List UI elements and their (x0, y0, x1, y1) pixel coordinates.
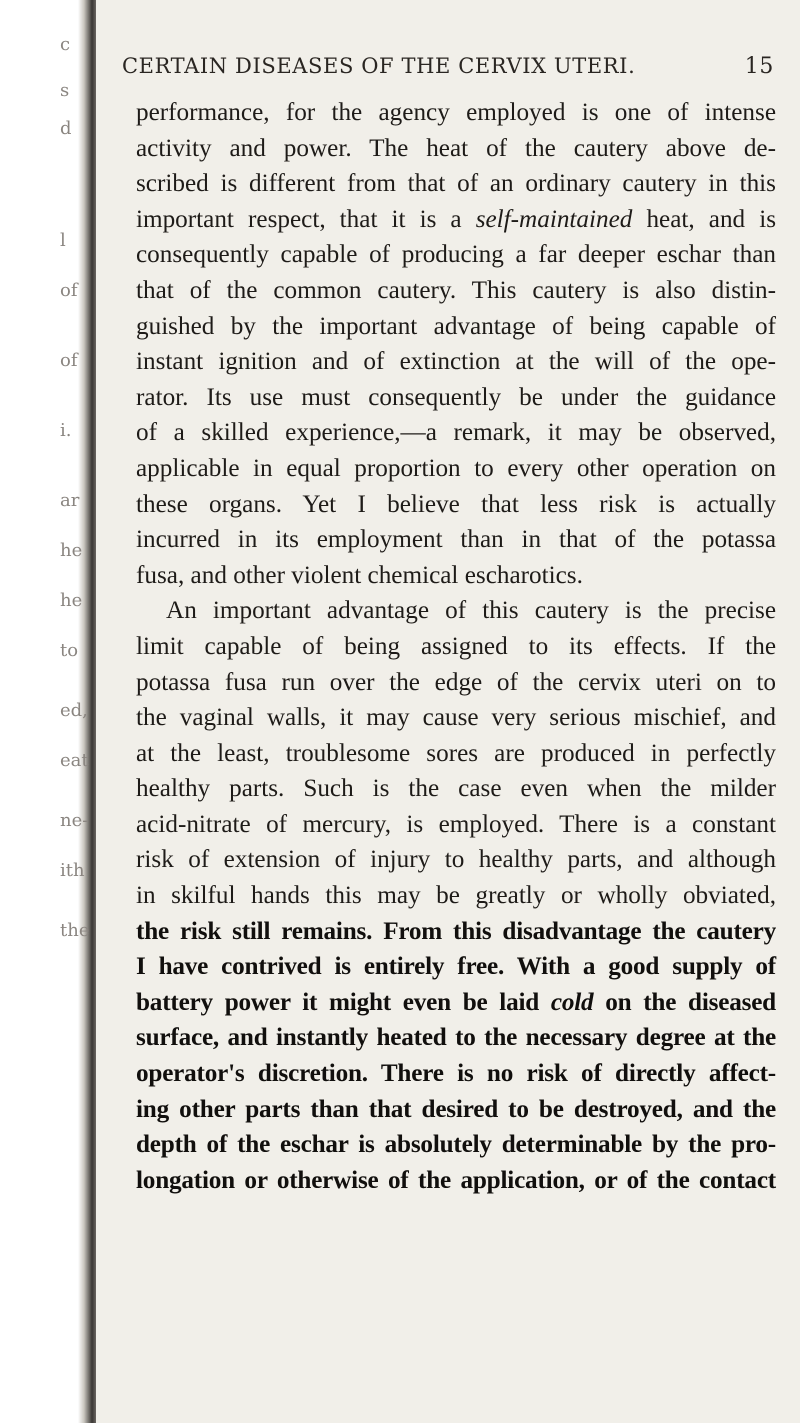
text-line: important respect, that it is a self-maintained heat, and is (136, 205, 776, 233)
text-line: the vaginal walls, it may cause very serious mischief, and (136, 704, 776, 732)
bleed-fragment: ith (60, 860, 85, 881)
text-line: longation or otherwise of the application, or of the contact (136, 1166, 776, 1194)
bleed-fragment: ne- (60, 810, 89, 831)
bleed-fragment: of (60, 350, 78, 371)
text-line: acid-nitrate of mercury, is employed. There is a constant (136, 810, 776, 838)
emphasized-word: self-maintained (475, 205, 633, 233)
text-line: consequently capable of producing a far deeper eschar than (136, 241, 776, 269)
body-text (136, 95, 776, 1198)
text-line: at the least, troublesome sores are produced in perfectly (136, 739, 776, 767)
text-line: in skilful hands this may be greatly or wholly obviated, (136, 882, 776, 910)
bleed-fragment: to (60, 640, 79, 661)
bleed-fragment: l (60, 230, 66, 251)
text-line: of a skilled experience,—a remark, it may be observed, (136, 419, 776, 447)
text-line: battery power it might even be laid cold on the diseased (136, 988, 776, 1016)
bleed-fragment: he (60, 590, 83, 611)
text-line: performance, for the agency employed is one of intense (136, 99, 776, 126)
page-header (122, 54, 774, 79)
text-line: the risk still remains. From this disadvantage the cautery (136, 917, 776, 945)
bleed-fragment: eat (60, 750, 89, 771)
text-line: incurred in its employment than in that of the potassa (136, 526, 776, 554)
text-line: guished by the important advantage of being capable of (136, 312, 776, 340)
text-line: rator. Its use must consequently be under the guidance (136, 383, 776, 411)
text-line: I have contrived is entirely free. With a good supply of (136, 953, 776, 981)
text-line: instant ignition and of extinction at the will of the ope- (136, 348, 776, 376)
text-line: applicable in equal proportion to every other operation on (136, 454, 776, 482)
text-line: scribed is different from that of an ordinary cautery in this (136, 170, 776, 198)
bleed-fragment: of (60, 280, 78, 301)
bleed-fragment: he (60, 540, 83, 561)
page-number: 15 (744, 54, 774, 79)
text-line: that of the common cautery. This cautery is also distin- (136, 276, 776, 304)
text-line: risk of extension of injury to healthy parts, and although (136, 846, 776, 874)
bleed-fragment: ed, (60, 700, 88, 721)
text-line: ing other parts than that desired to be destroyed, and the (136, 1095, 776, 1123)
text-line: limit capable of being assigned to its effects. If the (136, 632, 776, 660)
running-head: CERTAIN DISEASES OF THE CERVIX UTERI. (122, 54, 636, 78)
text-line: fusa, and other violent chemical escharotics. (136, 561, 583, 589)
text-line: operator's discretion. There is no risk of directly affect- (136, 1060, 776, 1088)
book-page (96, 0, 800, 1423)
bleed-fragment: d (60, 118, 72, 139)
bleed-fragment: i. (60, 420, 72, 441)
text-line: depth of the eschar is absolutely determinable by the pro- (136, 1131, 776, 1159)
bleed-fragment: ar (60, 490, 80, 511)
text-line: these organs. Yet I believe that less risk is actually (136, 490, 776, 518)
bleed-fragment: c (60, 34, 71, 55)
text-line: activity and power. The heat of the cautery above de- (136, 134, 776, 162)
paragraph-start-line: An important advantage of this cautery is the precise (166, 597, 776, 625)
emphasized-word: cold (550, 988, 594, 1016)
text-line: healthy parts. Such is the case even when the milder (136, 775, 776, 803)
text-line: surface, and instantly heated to the necessary degree at the (136, 1024, 776, 1052)
bleed-fragment: the (60, 920, 90, 941)
bleed-fragment: s (60, 80, 70, 101)
text-line: potassa fusa run over the edge of the cervix uteri on to (136, 668, 776, 696)
